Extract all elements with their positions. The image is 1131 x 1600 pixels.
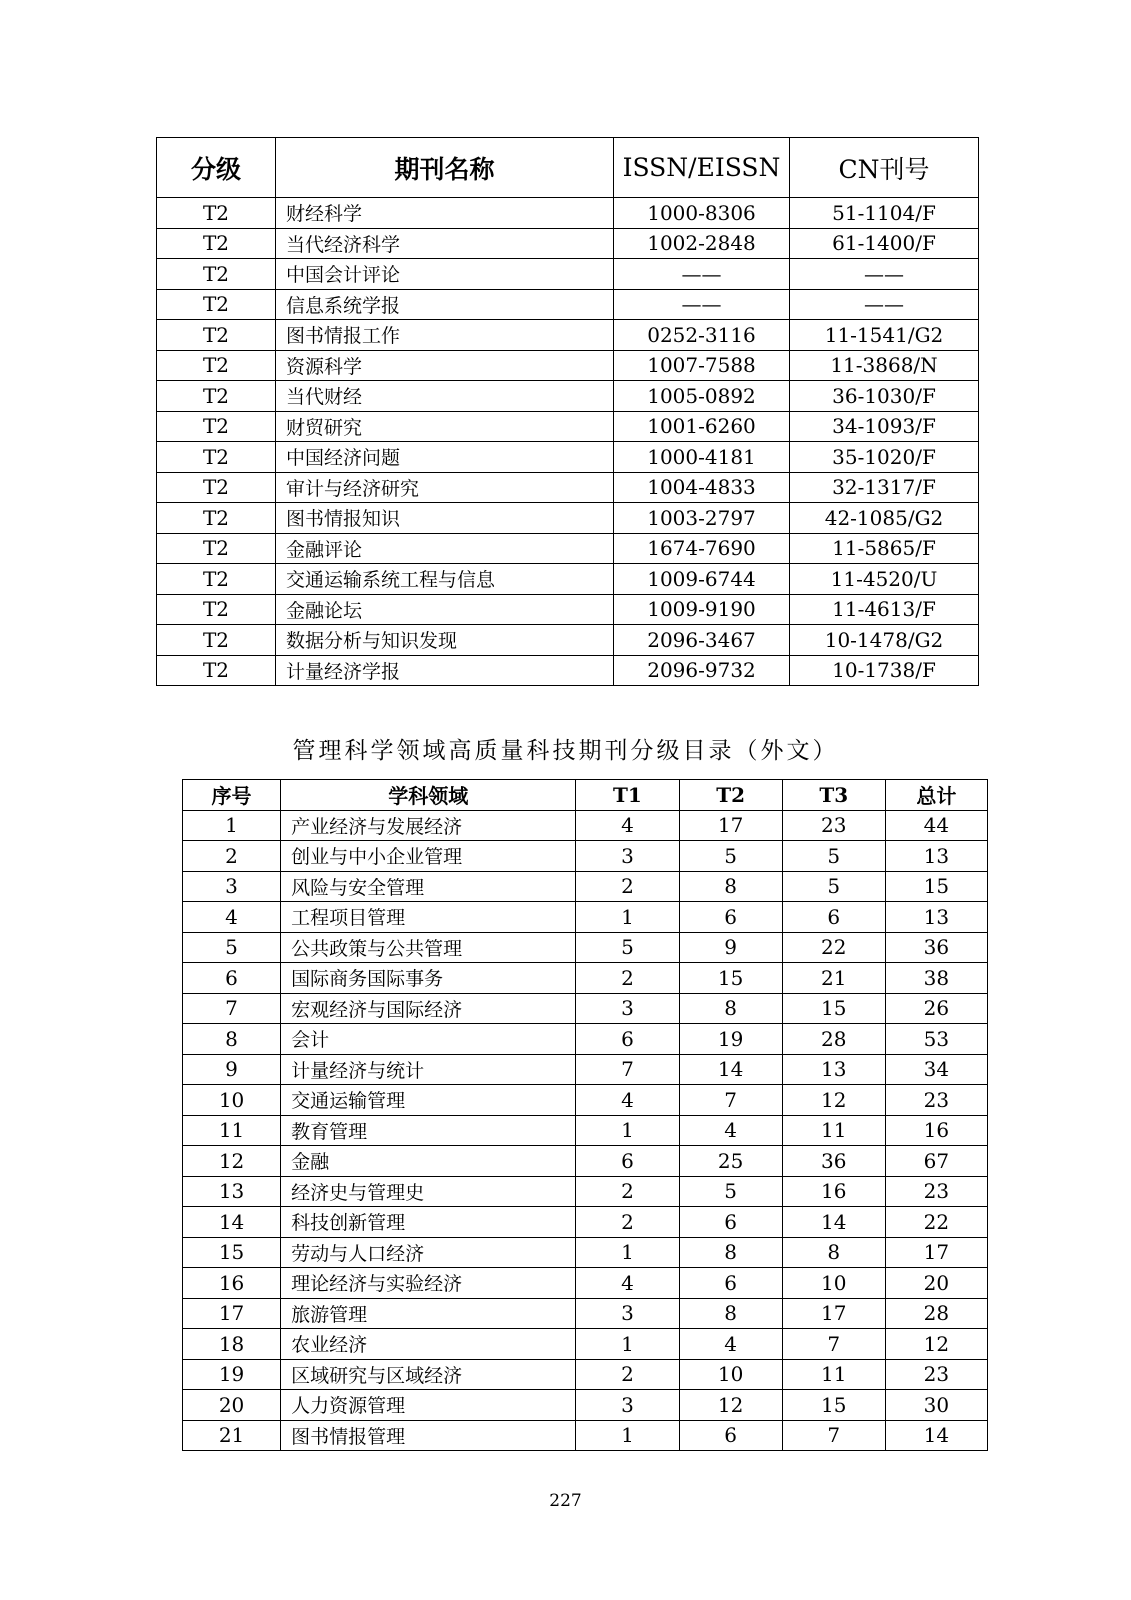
cell-t1: 3 — [576, 1298, 679, 1329]
cell-issn: 1000-8306 — [614, 198, 790, 229]
cell-issn: 2096-3467 — [614, 625, 790, 656]
cell-t2: 14 — [679, 1054, 782, 1085]
discipline-summary-table — [182, 779, 988, 1451]
cell-grade: T2 — [157, 564, 276, 595]
cell-cn: 11-3868/N — [790, 350, 979, 381]
cell-index: 7 — [183, 993, 281, 1024]
cell-cn: —— — [790, 289, 979, 320]
cell-cn: 10-1738/F — [790, 655, 979, 686]
cell-cn: 11-1541/G2 — [790, 320, 979, 351]
table-row — [183, 902, 988, 933]
cell-t2: 6 — [679, 902, 782, 933]
cell-t1: 3 — [576, 841, 679, 872]
cell-t1: 3 — [576, 993, 679, 1024]
table-row — [183, 1329, 988, 1360]
cell-index: 9 — [183, 1054, 281, 1085]
cell-t3: 21 — [782, 963, 885, 994]
cell-t2: 9 — [679, 932, 782, 963]
cell-grade: T2 — [157, 472, 276, 503]
cell-t3: 15 — [782, 993, 885, 1024]
cell-total: 23 — [885, 1085, 987, 1116]
cell-index: 20 — [183, 1390, 281, 1421]
cell-journal-name: 图书情报工作 — [276, 320, 614, 351]
cell-t2: 25 — [679, 1146, 782, 1177]
cell-t2: 7 — [679, 1085, 782, 1116]
table-row — [183, 932, 988, 963]
cell-t1: 4 — [576, 1085, 679, 1116]
cell-t3: 14 — [782, 1207, 885, 1238]
table-row — [157, 350, 979, 381]
cell-index: 14 — [183, 1207, 281, 1238]
table-row — [183, 1146, 988, 1177]
cell-t2: 15 — [679, 963, 782, 994]
cell-index: 18 — [183, 1329, 281, 1360]
cell-t1: 2 — [576, 1176, 679, 1207]
cell-discipline: 区域研究与区域经济 — [281, 1359, 576, 1390]
table-row — [157, 259, 979, 290]
cell-grade: T2 — [157, 320, 276, 351]
table-row — [157, 381, 979, 412]
cell-t1: 2 — [576, 963, 679, 994]
cell-index: 2 — [183, 841, 281, 872]
table-row — [183, 1115, 988, 1146]
cell-t3: 22 — [782, 932, 885, 963]
table-row — [183, 1054, 988, 1085]
cell-t2: 17 — [679, 810, 782, 841]
table-row — [183, 810, 988, 841]
cell-total: 13 — [885, 841, 987, 872]
cell-discipline: 劳动与人口经济 — [281, 1237, 576, 1268]
cell-cn: 36-1030/F — [790, 381, 979, 412]
header-index: 序号 — [183, 780, 281, 811]
cell-t3: 6 — [782, 902, 885, 933]
table-row — [183, 963, 988, 994]
cell-index: 4 — [183, 902, 281, 933]
table-row — [157, 472, 979, 503]
cell-t1: 6 — [576, 1146, 679, 1177]
table-header-row — [157, 138, 979, 198]
header-grade: 分级 — [157, 138, 276, 198]
cell-grade: T2 — [157, 350, 276, 381]
cell-discipline: 产业经济与发展经济 — [281, 810, 576, 841]
cell-journal-name: 数据分析与知识发现 — [276, 625, 614, 656]
cell-t1: 2 — [576, 871, 679, 902]
cell-t1: 1 — [576, 1329, 679, 1360]
header-journal-name: 期刊名称 — [276, 138, 614, 198]
table-row — [183, 1268, 988, 1299]
cell-grade: T2 — [157, 594, 276, 625]
cell-t1: 7 — [576, 1054, 679, 1085]
cell-index: 1 — [183, 810, 281, 841]
table-row — [157, 228, 979, 259]
cell-cn: 11-4613/F — [790, 594, 979, 625]
cell-t3: 16 — [782, 1176, 885, 1207]
cell-grade: T2 — [157, 442, 276, 473]
cell-t2: 6 — [679, 1268, 782, 1299]
cell-index: 13 — [183, 1176, 281, 1207]
cell-grade: T2 — [157, 381, 276, 412]
cell-t3: 17 — [782, 1298, 885, 1329]
cell-index: 21 — [183, 1420, 281, 1451]
cell-total: 44 — [885, 810, 987, 841]
section-title: 管理科学领域高质量科技期刊分级目录（外文） — [292, 738, 839, 764]
cell-t1: 1 — [576, 1420, 679, 1451]
cell-issn: 1009-6744 — [614, 564, 790, 595]
cell-index: 17 — [183, 1298, 281, 1329]
header-issn: ISSN/EISSN — [614, 138, 790, 198]
cell-total: 23 — [885, 1176, 987, 1207]
cell-t2: 8 — [679, 1237, 782, 1268]
cell-issn: 1009-9190 — [614, 594, 790, 625]
table-row — [183, 1298, 988, 1329]
cell-journal-name: 金融论坛 — [276, 594, 614, 625]
table-row — [157, 533, 979, 564]
cell-total: 53 — [885, 1024, 987, 1055]
table-row — [157, 564, 979, 595]
cell-t3: 13 — [782, 1054, 885, 1085]
cell-grade: T2 — [157, 655, 276, 686]
journal-grade-table — [156, 137, 979, 686]
cell-journal-name: 当代财经 — [276, 381, 614, 412]
cell-journal-name: 当代经济科学 — [276, 228, 614, 259]
table-row — [157, 625, 979, 656]
cell-t2: 10 — [679, 1359, 782, 1390]
cell-total: 28 — [885, 1298, 987, 1329]
cell-discipline: 宏观经济与国际经济 — [281, 993, 576, 1024]
cell-issn: 1001-6260 — [614, 411, 790, 442]
table-row — [157, 594, 979, 625]
cell-total: 34 — [885, 1054, 987, 1085]
cell-journal-name: 信息系统学报 — [276, 289, 614, 320]
table-row — [157, 503, 979, 534]
cell-discipline: 国际商务国际事务 — [281, 963, 576, 994]
cell-issn: 2096-9732 — [614, 655, 790, 686]
cell-t3: 11 — [782, 1115, 885, 1146]
page-number: 227 — [549, 1491, 582, 1511]
cell-t3: 8 — [782, 1237, 885, 1268]
cell-grade: T2 — [157, 411, 276, 442]
cell-cn: 11-4520/U — [790, 564, 979, 595]
cell-t1: 5 — [576, 932, 679, 963]
cell-cn: 61-1400/F — [790, 228, 979, 259]
cell-discipline: 教育管理 — [281, 1115, 576, 1146]
cell-t3: 12 — [782, 1085, 885, 1116]
cell-t3: 11 — [782, 1359, 885, 1390]
cell-grade: T2 — [157, 259, 276, 290]
header-t1: T1 — [576, 780, 679, 811]
cell-total: 12 — [885, 1329, 987, 1360]
cell-journal-name: 审计与经济研究 — [276, 472, 614, 503]
cell-t3: 5 — [782, 871, 885, 902]
cell-grade: T2 — [157, 228, 276, 259]
journal-table-body — [157, 198, 979, 686]
cell-total: 30 — [885, 1390, 987, 1421]
cell-total: 13 — [885, 902, 987, 933]
cell-t1: 2 — [576, 1207, 679, 1238]
cell-total: 38 — [885, 963, 987, 994]
cell-discipline: 公共政策与公共管理 — [281, 932, 576, 963]
cell-discipline: 人力资源管理 — [281, 1390, 576, 1421]
cell-index: 5 — [183, 932, 281, 963]
cell-grade: T2 — [157, 503, 276, 534]
table-row — [157, 655, 979, 686]
table-row — [183, 1390, 988, 1421]
cell-total: 23 — [885, 1359, 987, 1390]
table-row — [183, 1359, 988, 1390]
cell-t3: 10 — [782, 1268, 885, 1299]
table-row — [157, 442, 979, 473]
cell-t1: 1 — [576, 902, 679, 933]
discipline-table-body — [183, 810, 988, 1451]
cell-index: 16 — [183, 1268, 281, 1299]
cell-cn: 35-1020/F — [790, 442, 979, 473]
cell-index: 19 — [183, 1359, 281, 1390]
cell-cn: 11-5865/F — [790, 533, 979, 564]
cell-discipline: 金融 — [281, 1146, 576, 1177]
cell-journal-name: 中国会计评论 — [276, 259, 614, 290]
header-t3: T3 — [782, 780, 885, 811]
cell-journal-name: 中国经济问题 — [276, 442, 614, 473]
cell-index: 15 — [183, 1237, 281, 1268]
cell-t1: 3 — [576, 1390, 679, 1421]
table-header-row — [183, 780, 988, 811]
cell-issn: 1003-2797 — [614, 503, 790, 534]
cell-t3: 28 — [782, 1024, 885, 1055]
cell-discipline: 理论经济与实验经济 — [281, 1268, 576, 1299]
table-row — [183, 1176, 988, 1207]
cell-t1: 1 — [576, 1115, 679, 1146]
cell-grade: T2 — [157, 533, 276, 564]
table-row — [183, 1024, 988, 1055]
cell-discipline: 科技创新管理 — [281, 1207, 576, 1238]
cell-journal-name: 计量经济学报 — [276, 655, 614, 686]
cell-cn: 34-1093/F — [790, 411, 979, 442]
cell-journal-name: 图书情报知识 — [276, 503, 614, 534]
cell-total: 36 — [885, 932, 987, 963]
cell-issn: 1005-0892 — [614, 381, 790, 412]
cell-journal-name: 交通运输系统工程与信息 — [276, 564, 614, 595]
header-total: 总计 — [885, 780, 987, 811]
cell-discipline: 农业经济 — [281, 1329, 576, 1360]
cell-t2: 4 — [679, 1115, 782, 1146]
cell-total: 17 — [885, 1237, 987, 1268]
cell-discipline: 计量经济与统计 — [281, 1054, 576, 1085]
cell-issn: —— — [614, 259, 790, 290]
cell-t2: 8 — [679, 1298, 782, 1329]
cell-index: 11 — [183, 1115, 281, 1146]
cell-grade: T2 — [157, 289, 276, 320]
table-row — [183, 871, 988, 902]
cell-issn: 1000-4181 — [614, 442, 790, 473]
table-row — [183, 1207, 988, 1238]
cell-t1: 6 — [576, 1024, 679, 1055]
cell-t3: 7 — [782, 1329, 885, 1360]
cell-cn: 42-1085/G2 — [790, 503, 979, 534]
cell-discipline: 图书情报管理 — [281, 1420, 576, 1451]
cell-t3: 36 — [782, 1146, 885, 1177]
cell-journal-name: 财贸研究 — [276, 411, 614, 442]
table-row — [183, 1237, 988, 1268]
cell-t3: 5 — [782, 841, 885, 872]
cell-total: 16 — [885, 1115, 987, 1146]
cell-discipline: 会计 — [281, 1024, 576, 1055]
cell-total: 15 — [885, 871, 987, 902]
cell-discipline: 旅游管理 — [281, 1298, 576, 1329]
cell-discipline: 风险与安全管理 — [281, 871, 576, 902]
cell-t3: 15 — [782, 1390, 885, 1421]
cell-discipline: 工程项目管理 — [281, 902, 576, 933]
table-row — [157, 411, 979, 442]
cell-t2: 8 — [679, 993, 782, 1024]
cell-discipline: 交通运输管理 — [281, 1085, 576, 1116]
cell-t1: 2 — [576, 1359, 679, 1390]
cell-discipline: 经济史与管理史 — [281, 1176, 576, 1207]
table-row — [157, 320, 979, 351]
cell-t2: 5 — [679, 841, 782, 872]
cell-index: 12 — [183, 1146, 281, 1177]
cell-journal-name: 资源科学 — [276, 350, 614, 381]
cell-total: 26 — [885, 993, 987, 1024]
cell-issn: 1002-2848 — [614, 228, 790, 259]
cell-issn: 1007-7588 — [614, 350, 790, 381]
cell-issn: 1004-4833 — [614, 472, 790, 503]
cell-t2: 19 — [679, 1024, 782, 1055]
header-discipline: 学科领域 — [281, 780, 576, 811]
cell-cn: 32-1317/F — [790, 472, 979, 503]
cell-issn: —— — [614, 289, 790, 320]
header-t2: T2 — [679, 780, 782, 811]
cell-t3: 7 — [782, 1420, 885, 1451]
cell-t2: 6 — [679, 1207, 782, 1238]
cell-total: 14 — [885, 1420, 987, 1451]
cell-t2: 4 — [679, 1329, 782, 1360]
cell-journal-name: 金融评论 — [276, 533, 614, 564]
cell-issn: 1674-7690 — [614, 533, 790, 564]
cell-t2: 5 — [679, 1176, 782, 1207]
cell-t1: 4 — [576, 1268, 679, 1299]
table-row — [183, 993, 988, 1024]
cell-total: 20 — [885, 1268, 987, 1299]
cell-t2: 6 — [679, 1420, 782, 1451]
cell-cn: 10-1478/G2 — [790, 625, 979, 656]
table-row — [157, 198, 979, 229]
cell-t1: 4 — [576, 810, 679, 841]
cell-cn: 51-1104/F — [790, 198, 979, 229]
cell-t2: 8 — [679, 871, 782, 902]
cell-issn: 0252-3116 — [614, 320, 790, 351]
table-row — [157, 289, 979, 320]
cell-index: 3 — [183, 871, 281, 902]
cell-index: 6 — [183, 963, 281, 994]
cell-discipline: 创业与中小企业管理 — [281, 841, 576, 872]
table-row — [183, 841, 988, 872]
cell-index: 8 — [183, 1024, 281, 1055]
cell-t1: 1 — [576, 1237, 679, 1268]
cell-index: 10 — [183, 1085, 281, 1116]
cell-journal-name: 财经科学 — [276, 198, 614, 229]
header-cn: CN刊号 — [790, 138, 979, 198]
cell-grade: T2 — [157, 198, 276, 229]
table-row — [183, 1420, 988, 1451]
cell-cn: —— — [790, 259, 979, 290]
cell-grade: T2 — [157, 625, 276, 656]
cell-total: 22 — [885, 1207, 987, 1238]
table-row — [183, 1085, 988, 1116]
cell-total: 67 — [885, 1146, 987, 1177]
cell-t2: 12 — [679, 1390, 782, 1421]
cell-t3: 23 — [782, 810, 885, 841]
